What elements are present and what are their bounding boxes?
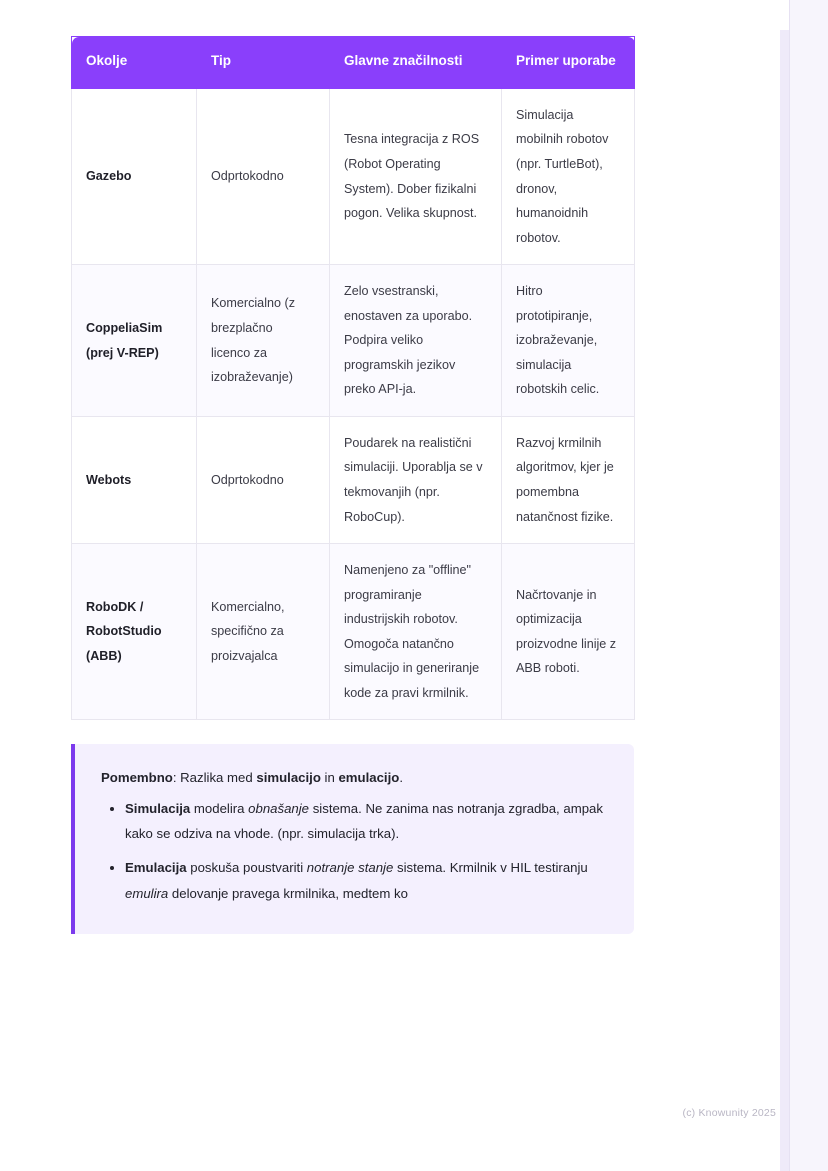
list-item-text-2: sistema. Krmilnik v HIL testiranju bbox=[393, 859, 588, 875]
cell-uporaba: Simulacija mobilnih robotov (npr. TurtleBot), dronov, humanoidnih robotov. bbox=[502, 88, 635, 264]
list-item-text-2: sistema. Ne zanima nas notranja zgradba, ampak kako se odziva na vhode. (npr. simulacija trka). bbox=[125, 800, 603, 842]
footer-credit: (c) Knowunity 2025 bbox=[682, 1107, 776, 1119]
table-row bbox=[72, 416, 635, 543]
page-edge-divider bbox=[789, 0, 790, 1171]
cell-okolje: RoboDK / RobotStudio (ABB) bbox=[72, 544, 197, 720]
column-header-znacilnosti: Glavne značilnosti bbox=[330, 37, 502, 89]
callout-lead-end: . bbox=[399, 770, 403, 786]
cell-uporaba: Razvoj krmilnih algoritmov, kjer je pomembna natančnost fizike. bbox=[502, 416, 635, 543]
list-item bbox=[125, 855, 612, 906]
callout-lead-keyword: Pomembno bbox=[101, 770, 173, 786]
cell-tip: Odprtokodno bbox=[197, 88, 330, 264]
cell-uporaba: Načrtovanje in optimizacija proizvodne linije z ABB roboti. bbox=[502, 544, 635, 720]
list-item-text-1: modelira bbox=[190, 800, 249, 816]
important-callout bbox=[71, 744, 634, 934]
list-item-term: Emulacija bbox=[125, 859, 187, 875]
cell-okolje: CoppeliaSim (prej V-REP) bbox=[72, 265, 197, 417]
document-content bbox=[71, 36, 634, 934]
callout-lead bbox=[101, 766, 612, 789]
list-item-emphasis: obnašanje bbox=[248, 800, 310, 816]
cell-uporaba: Hitro prototipiranje, izobraževanje, simulacija robotskih celic. bbox=[502, 265, 635, 417]
table-row bbox=[72, 265, 635, 417]
cell-okolje: Gazebo bbox=[72, 88, 197, 264]
cell-tip: Komercialno (z brezplačno licenco za izobraževanje) bbox=[197, 265, 330, 417]
callout-lead-term-simulacija: simulacijo bbox=[256, 770, 321, 786]
cell-znacilnosti: Poudarek na realistični simulaciji. Uporablja se v tekmovanjih (npr. RoboCup). bbox=[330, 416, 502, 543]
cell-okolje: Webots bbox=[72, 416, 197, 543]
cell-znacilnosti: Tesna integracija z ROS (Robot Operating System). Dober fizikalni pogon. Velika skupnost. bbox=[330, 88, 502, 264]
table-header-row bbox=[72, 37, 635, 89]
page-edge-strip bbox=[790, 0, 828, 1171]
cell-tip: Odprtokodno bbox=[197, 416, 330, 543]
callout-lead-mid: in bbox=[320, 770, 339, 786]
table-row bbox=[72, 88, 635, 264]
list-item-emphasis-2: emulira bbox=[125, 885, 169, 901]
list-item-text-3: delovanje pravega krmilnika, medtem ko bbox=[168, 885, 408, 901]
simulation-environments-table bbox=[71, 36, 635, 720]
list-item bbox=[125, 796, 612, 847]
list-item-emphasis: notranje stanje bbox=[306, 859, 394, 875]
column-header-tip: Tip bbox=[197, 37, 330, 89]
callout-list bbox=[101, 796, 612, 907]
table-row bbox=[72, 544, 635, 720]
list-item-term: Simulacija bbox=[125, 800, 191, 816]
callout-lead-rest: : Razlika med bbox=[172, 770, 257, 786]
cell-znacilnosti: Zelo vsestranski, enostaven za uporabo. Podpira veliko programskih jezikov preko API-ja. bbox=[330, 265, 502, 417]
cell-znacilnosti: Namenjeno za "offline" programiranje industrijskih robotov. Omogoča natančno simulacijo in generiranje kode za pravi krmilnik. bbox=[330, 544, 502, 720]
column-header-okolje: Okolje bbox=[72, 37, 197, 89]
column-header-uporaba: Primer uporabe bbox=[502, 37, 635, 89]
cell-tip: Komercialno, specifično za proizvajalca bbox=[197, 544, 330, 720]
list-item-text-1: poskuša poustvariti bbox=[186, 859, 307, 875]
callout-lead-term-emulacija: emulacijo bbox=[338, 770, 400, 786]
